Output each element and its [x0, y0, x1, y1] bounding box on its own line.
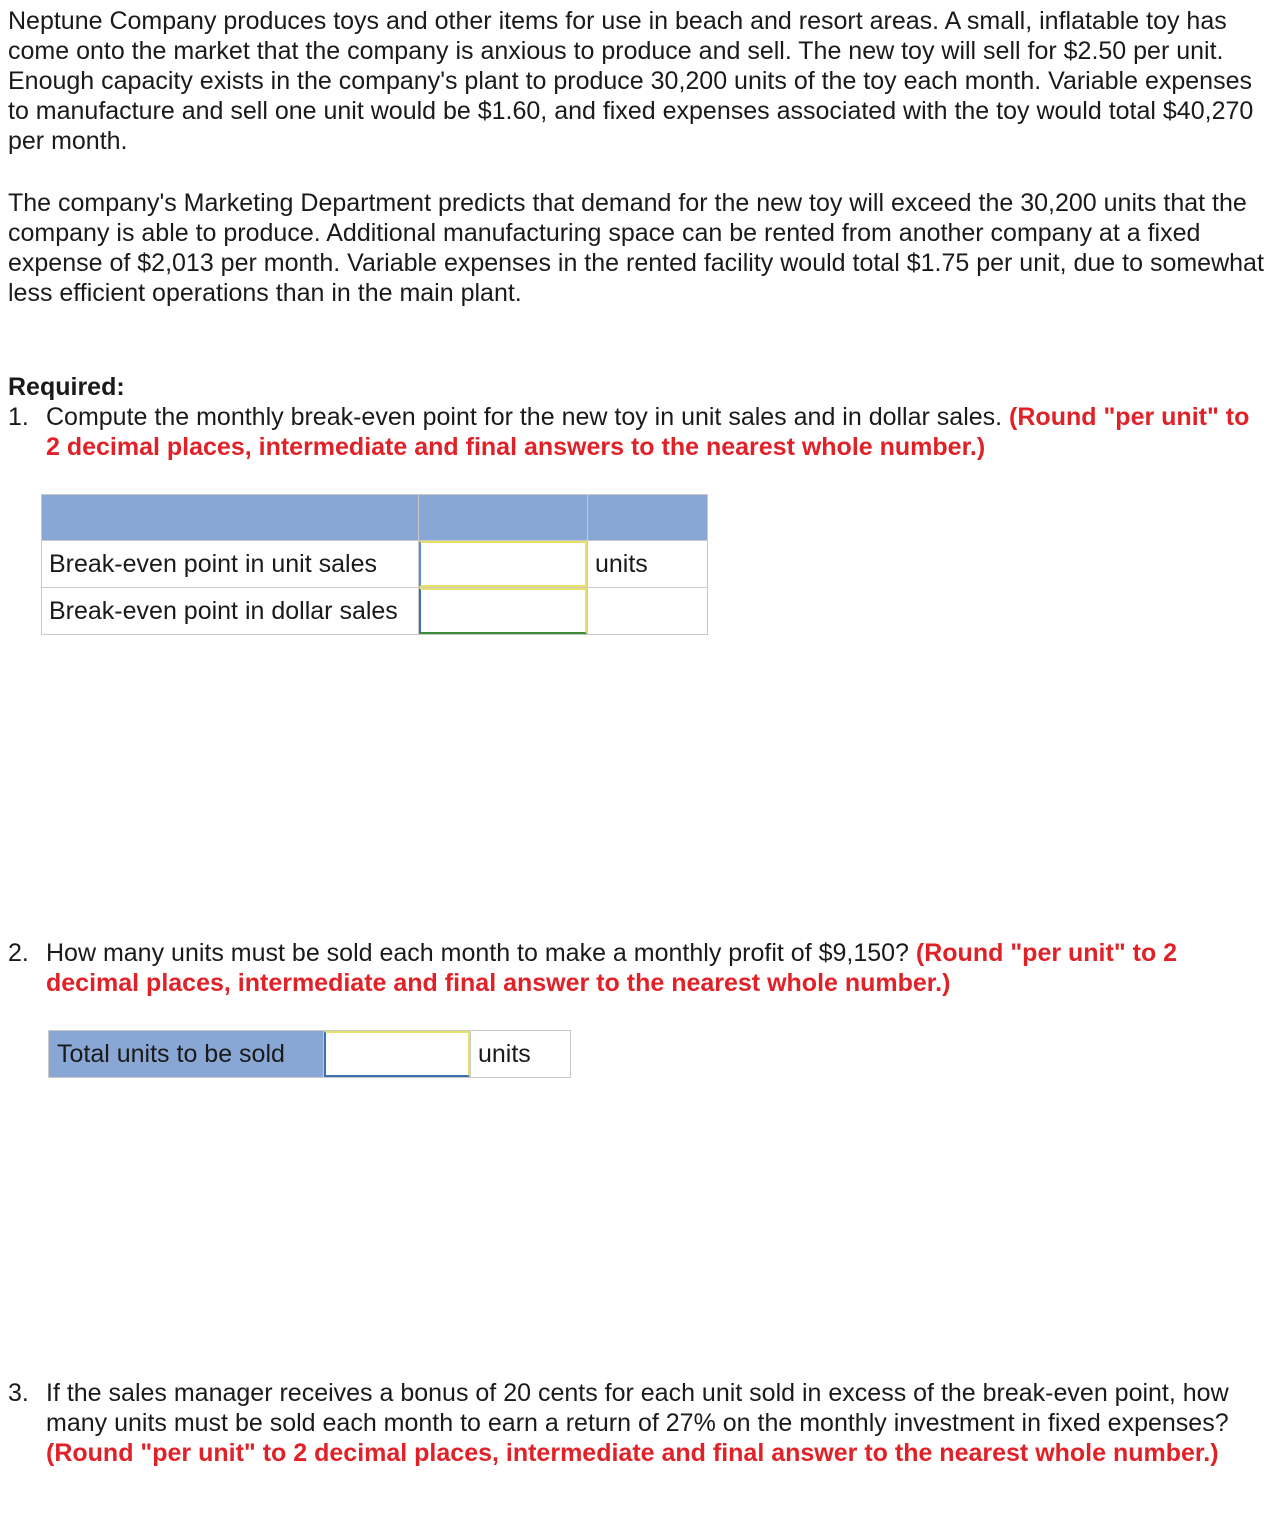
question-text: If the sales manager receives a bonus of 20 cents for each unit sold in excess of the break-even point, how many units must be sold each month to earn a return of 27% on the monthly investment in fixed expenses?: [46, 1379, 1229, 1437]
unit-label: units: [588, 541, 708, 588]
question-body: [46, 402, 1270, 462]
table-row: [42, 541, 708, 588]
intro-paragraph-2: The company's Marketing Department predicts that demand for the new toy will exceed the 30,200 units that the company is able to produce. Additional manufacturing space can be rented from another company at a fixed expense of $2,013 per month. Variable expenses in the rented facility would total $1.75 per unit, due to somewhat less efficient operations than in the main plant.: [8, 189, 1264, 307]
table-header-row: [42, 495, 708, 541]
header-cell: [419, 495, 588, 541]
question-body: [46, 938, 1270, 998]
required-heading: Required:: [8, 373, 125, 401]
row-label: Break-even point in dollar sales: [42, 588, 419, 635]
row-label: Break-even point in unit sales: [42, 541, 419, 588]
break-even-dollars-input[interactable]: [419, 588, 587, 634]
table-row: [42, 588, 708, 635]
table-row: [49, 1031, 571, 1078]
rounding-instruction: (Round "per unit" to 2 decimal places, intermediate and final answer to the nearest whole number.): [46, 939, 1178, 997]
header-cell: [588, 495, 708, 541]
intro-paragraph-1: Neptune Company produces toys and other items for use in beach and resort areas. A small, inflatable toy has come onto the market that the company is anxious to produce and sell. The new toy will sell for $2.50 per unit. Enough capacity exists in the company's plant to produce 30,200 units of the toy each month. Variable expenses to manufacture and sell one unit would be $1.60, and fixed expenses associated with the toy would total $40,270 per month.: [8, 7, 1254, 155]
unit-label: units: [471, 1031, 571, 1078]
question-number: 3.: [8, 1379, 29, 1407]
answer-cell: [419, 588, 588, 635]
question-number: 1.: [8, 403, 29, 431]
unit-label: [588, 588, 708, 635]
row-label: Total units to be sold: [49, 1031, 324, 1078]
question-1: [8, 402, 1270, 462]
break-even-units-input[interactable]: [419, 541, 587, 587]
question-text: Compute the monthly break-even point for the new toy in unit sales and in dollar sales.: [46, 403, 1010, 431]
answer-cell: [419, 541, 588, 588]
rounding-instruction: (Round "per unit" to 2 decimal places, intermediate and final answers to the nearest whole number.): [46, 403, 1250, 461]
break-even-table: [41, 494, 708, 635]
rounding-instruction: (Round "per unit" to 2 decimal places, intermediate and final answer to the nearest whole number.): [46, 1439, 1219, 1467]
answer-cell: [324, 1031, 471, 1078]
question-3: [8, 1378, 1270, 1468]
question-number: 2.: [8, 939, 29, 967]
total-units-input[interactable]: [324, 1031, 470, 1077]
question-2: [8, 938, 1270, 998]
total-units-table: [48, 1030, 571, 1078]
question-body: [46, 1378, 1270, 1468]
question-text: How many units must be sold each month to make a monthly profit of $9,150?: [46, 939, 916, 967]
header-cell: [42, 495, 419, 541]
